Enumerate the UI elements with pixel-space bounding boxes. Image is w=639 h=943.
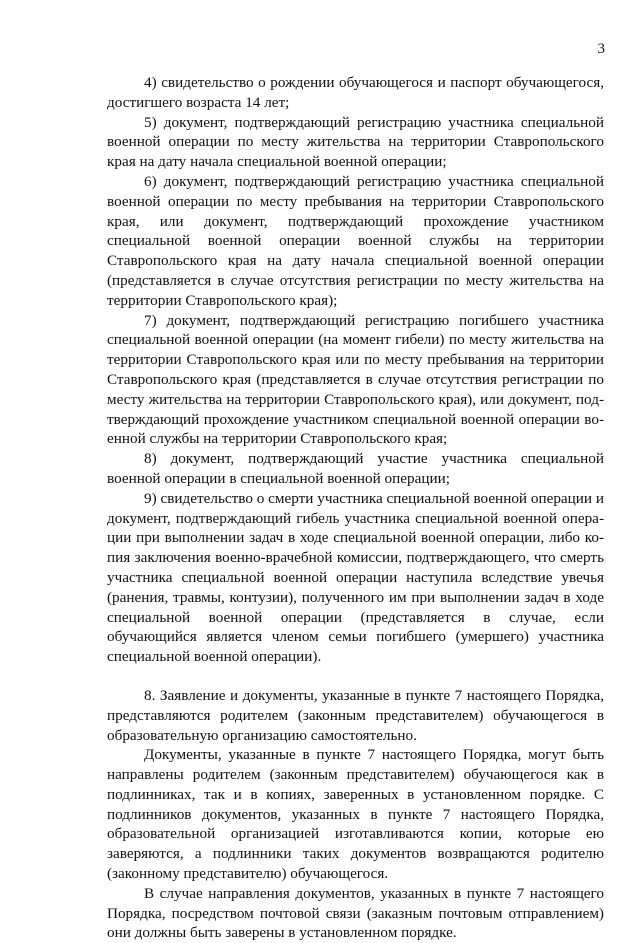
list-item-5: 5) документ, подтверждающий регистрацию участника специальной военной операции по месту жительства на территории Ставропольского края на дату начала специальной военной операции; [107,113,604,171]
list-item-4: 4) свидетельство о рождении обучающегося и паспорт обучающегося, достигшего возраста 14 лет; [107,74,604,111]
list-item-9: 9) свидетельство о смерти участника специальной военной операции и документ, подтверждающий гибель участника специальной военной операции при выполнении задач в ходе специальной военной операции, либо копия заключения военно-врачебной комиссии, подтверждающего, что смерть участника специальной военной операции наступила вследствие увечья (ранения, травмы, контузии), полученного им при выполнении задач в ходе специальной военной операции (представляется в случае, если обучающийся является членом семьи погибшего (умершего) участника специальной военной операции). [107,489,604,666]
list-item-8: 8) документ, подтверждающий участие участника специальной военной операции в специальной военной операции; [107,450,604,487]
documents-submission-paragraph: Документы, указанные в пункте 7 настоящего Порядка, могут быть направлены родителем (законным представителем) обучающегося как в подлинниках, так и в копиях, заверенных в установленном порядке. С подлинников документов, указанных в пункте 7 настоящего Порядка, образовательной организацией изготавливаются копии, которые ею заверяются, а подлинники таких документов возвращаются родителю (законному представителю) обучающегося. [107,746,604,883]
list-item-6: 6) документ, подтверждающий регистрацию участника специальной военной операции по месту пребывания на территории Ставропольского края, или документ, подтверждающий прохождение участником специальной военной операции военной службы на территории Ставропольского края на дату начала специальной военной операции (представляется в случае отсутствия регистрации по месту жительства на территории Ставропольского края); [107,172,604,309]
list-item-7: 7) документ, подтверждающий регистрацию погибшего участника специальной военной операции (на момент гибели) по месту жительства на территории Ставропольского края или по месту пребывания на территории Ставропольского края (представляется в случае отсутствия регистрации по месту жительства на территории Ставропольского края), или документ, подтверждающий прохождение участником специальной военной операции военной службы на территории Ставропольского края; [107,311,604,448]
section-8-paragraph: 8. Заявление и документы, указанные в пункте 7 настоящего Порядка, представляются родителем (законным представителем) обучающегося в образовательную организацию самостоятельно. [107,686,604,744]
document-body [107,73,604,943]
page-number: 3 [597,41,605,57]
postal-submission-paragraph: В случае направления документов, указанных в пункте 7 настоящего Порядка, посредством почтовой связи (заказным почтовым отправлением) они должны быть заверены в установленном порядке. [107,884,604,942]
